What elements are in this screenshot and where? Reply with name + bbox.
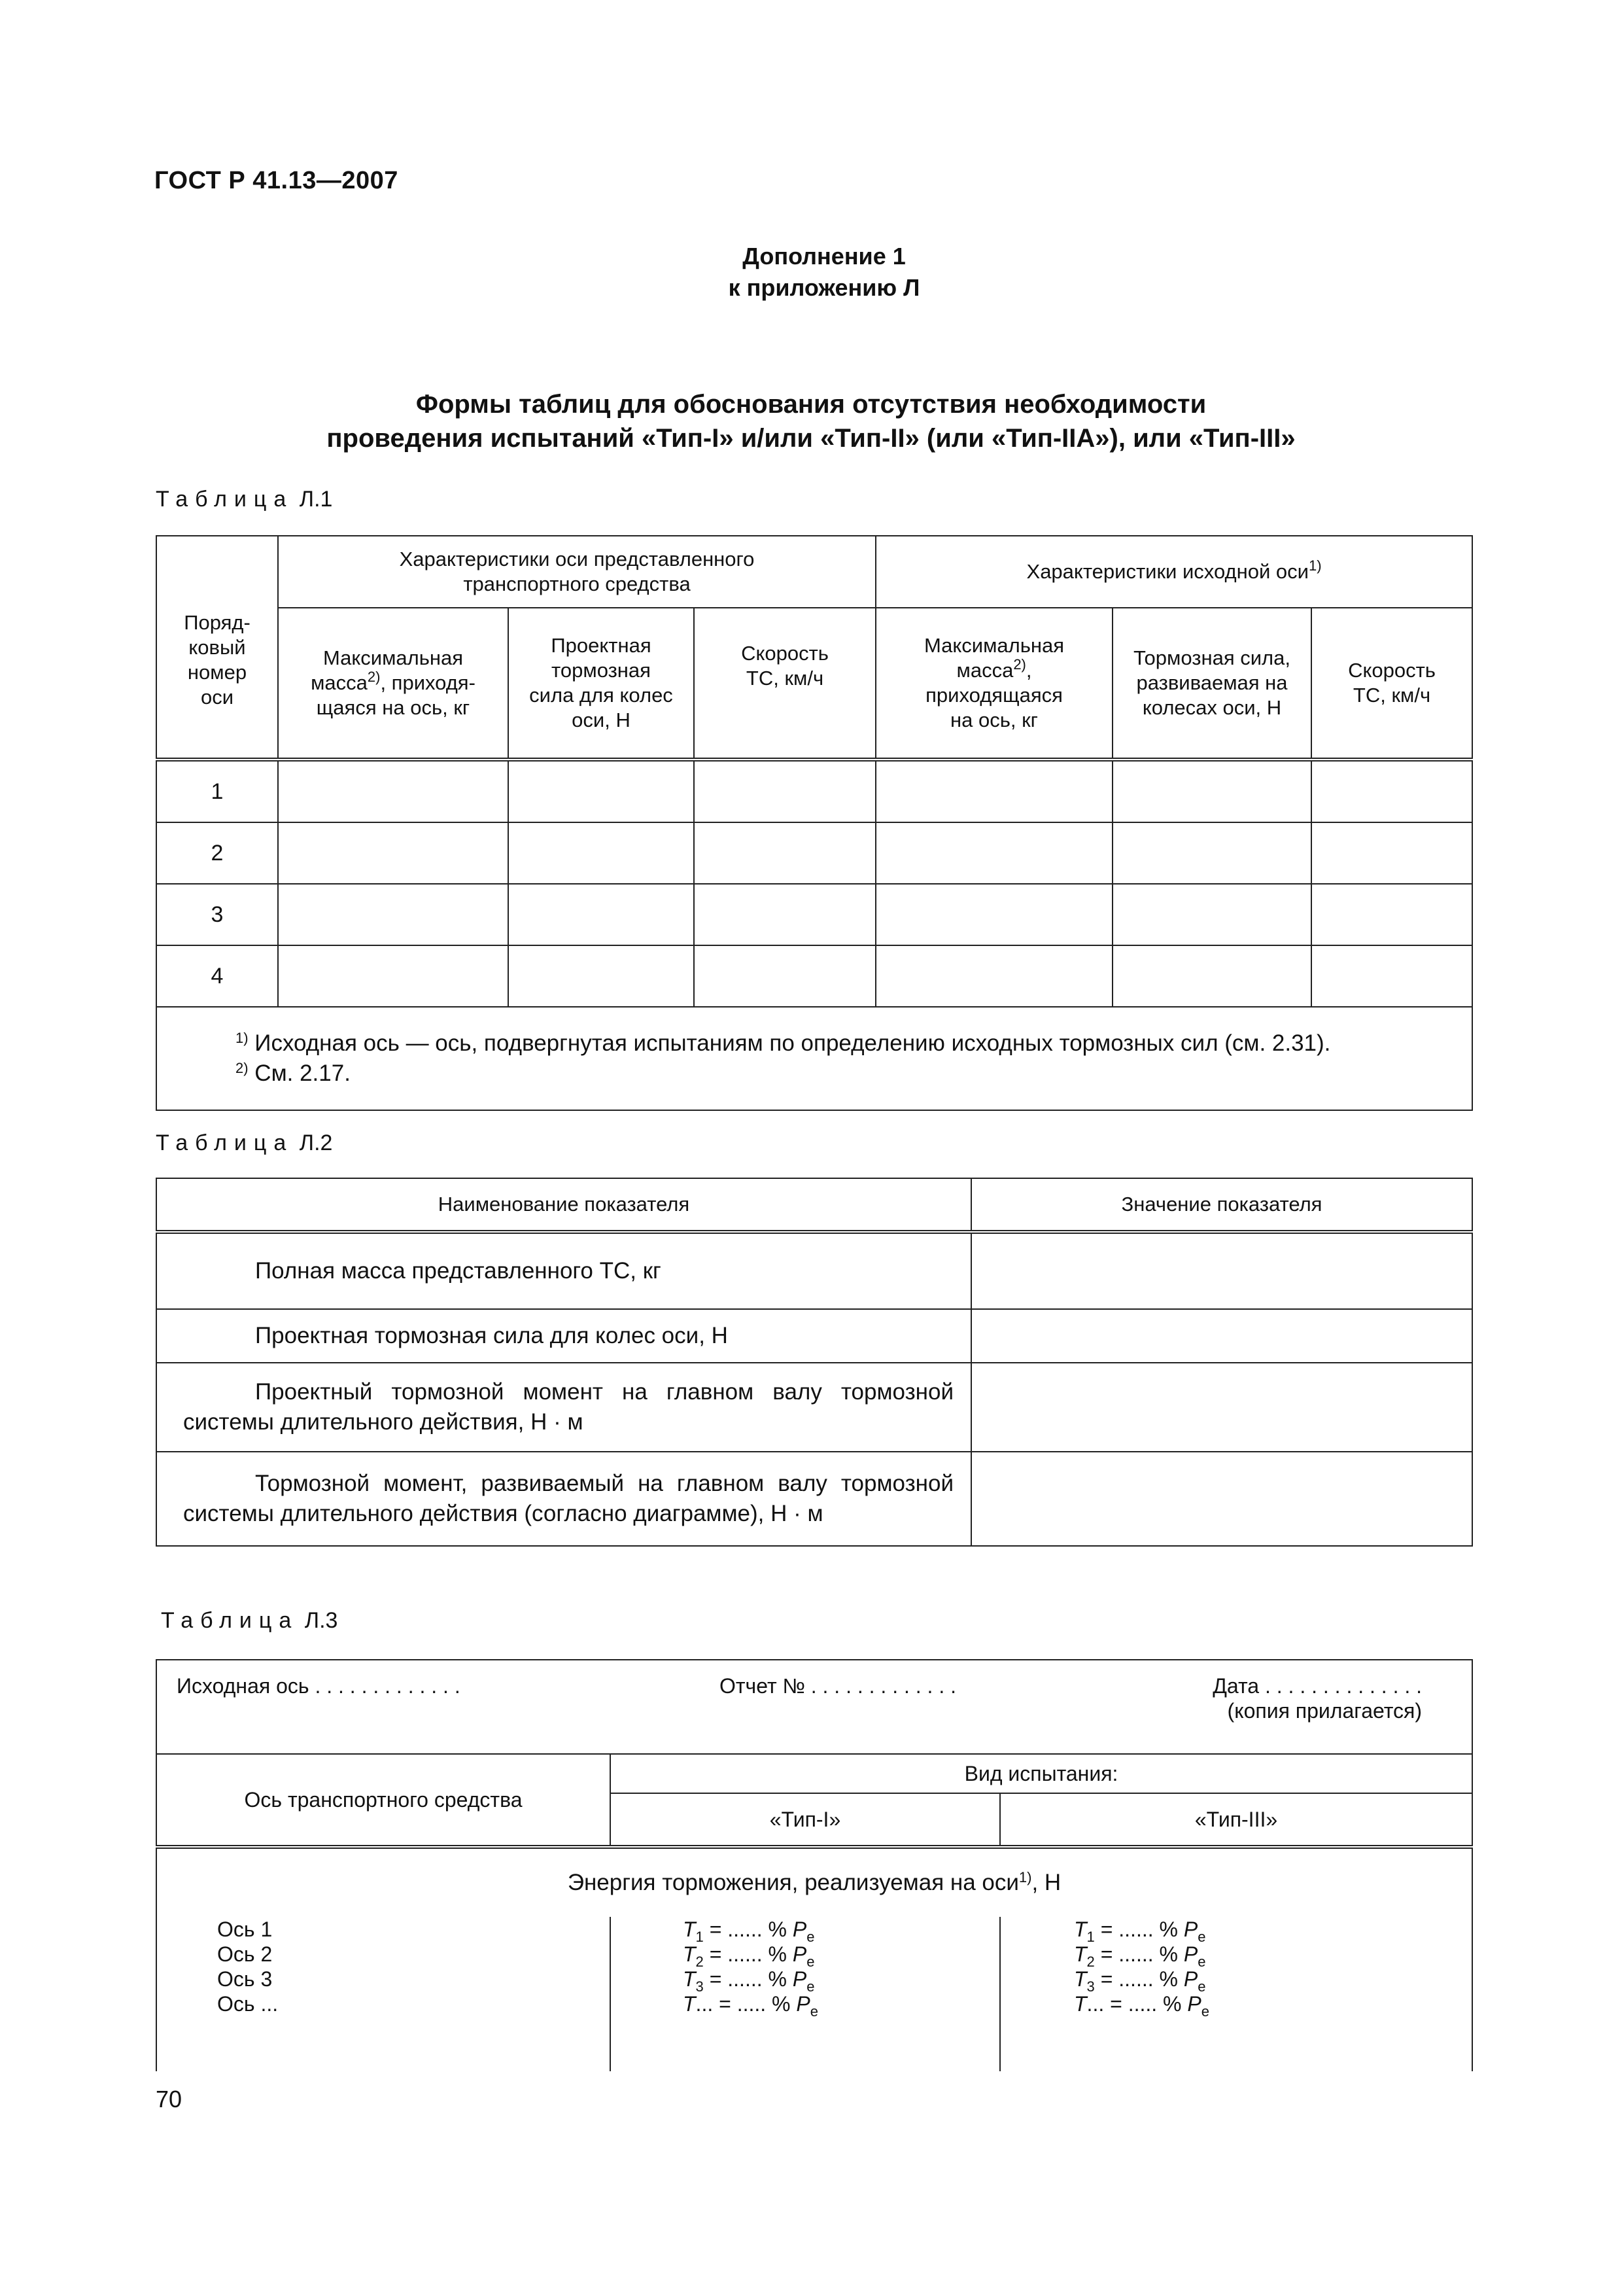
col-label: Максимальная масса <box>311 646 464 694</box>
group-source-axle <box>876 536 1472 608</box>
page-number: 70 <box>156 2086 182 2112</box>
col-indicator-value: Значение показателя <box>971 1178 1472 1232</box>
formula-subscript: e <box>1198 1953 1206 1970</box>
table-cell <box>876 884 1113 945</box>
formula-text: = ...... % <box>703 1967 793 1991</box>
formula-symbol: T <box>683 1942 696 1966</box>
energy-formula <box>1074 1967 1472 1995</box>
table-cell <box>1311 822 1472 884</box>
table-cell <box>876 945 1113 1007</box>
table-cell <box>278 760 508 822</box>
section-title-line-1: Формы таблиц для обоснования отсутствия необходимости <box>415 390 1207 419</box>
section-title <box>157 387 1465 455</box>
indicator-value <box>971 1232 1472 1309</box>
table3-caption <box>161 1608 337 1634</box>
formula-subscript: 3 <box>1086 1978 1095 1995</box>
table-cell <box>694 822 876 884</box>
table-cell <box>508 822 694 884</box>
formula-subscript: 2 <box>1086 1953 1095 1970</box>
indicator-text: Тормозной момент, развиваемый на главном валу тормозной системы длительного действия (согласно диаграмме), Н · м <box>183 1471 954 1526</box>
energy-formula <box>1074 1942 1472 1970</box>
footnote-ref: 1) <box>1018 1869 1032 1885</box>
formula-symbol: P <box>792 1967 807 1991</box>
formula-symbol: P <box>792 1918 807 1941</box>
col-axle-order: Поряд- ковый номер оси <box>156 536 278 760</box>
formula-subscript: e <box>1198 1929 1206 1945</box>
table3-caption-number: Л.3 <box>304 1608 338 1633</box>
footnote-marker: 2) <box>235 1060 249 1076</box>
footnote-ref: 2) <box>1013 656 1026 673</box>
table-row <box>156 760 1472 822</box>
energy-formula <box>1074 1917 1472 1945</box>
table-cell <box>278 884 508 945</box>
table1-caption-number: Л.1 <box>299 487 333 512</box>
formula-subscript: 3 <box>695 1978 704 1995</box>
table-cell <box>1113 884 1311 945</box>
footnote-ref: 2) <box>367 669 381 685</box>
type3-energy-values <box>1000 1917 1472 2071</box>
formula-text: = ..... % <box>713 1992 797 2016</box>
table-cell <box>876 822 1113 884</box>
table-row <box>156 1363 1472 1452</box>
indicator-text: Полная масса представленного ТС, кг <box>255 1258 661 1284</box>
row-number: 4 <box>156 945 278 1007</box>
formula-symbol: T <box>1074 1967 1087 1991</box>
table-row <box>156 884 1472 945</box>
formula-text: = ...... % <box>1094 1918 1184 1941</box>
axle-label: Ось 3 <box>217 1967 273 1991</box>
table-cell <box>1113 760 1311 822</box>
col-vehicle-axle: Ось транспортного средства <box>156 1754 610 1847</box>
formula-text: = ...... % <box>703 1942 793 1966</box>
formula-subscript: e <box>806 1953 815 1970</box>
table-l2 <box>156 1178 1473 1547</box>
supplement-line-2: к приложению Л <box>728 274 920 301</box>
col-source-mass <box>876 608 1113 760</box>
table1-caption-word: Таблица <box>156 487 294 512</box>
energy-formula <box>683 1991 999 2020</box>
axle-label: Ось ... <box>217 1992 279 2016</box>
document-code: ГОСТ Р 41.13—2007 <box>154 167 398 194</box>
col-indicator-name: Наименование показателя <box>156 1178 971 1232</box>
formula-symbol: P <box>796 1992 810 2016</box>
date-field: Дата . . . . . . . . . . . . . . <box>1213 1674 1423 1698</box>
table1-caption <box>156 487 332 512</box>
table-cell <box>1311 760 1472 822</box>
table-l3 <box>156 1659 1473 2071</box>
col-label: , приходя- щаяся на ось, кг <box>316 671 475 719</box>
indicator-value <box>971 1309 1472 1363</box>
table-cell <box>278 822 508 884</box>
table2-caption <box>156 1130 332 1156</box>
table-cell <box>694 884 876 945</box>
formula-subscript: ... <box>1086 1992 1105 2016</box>
formula-subscript: 2 <box>695 1953 704 1970</box>
table-cell <box>508 760 694 822</box>
test-type-header: Вид испытания: <box>610 1754 1472 1793</box>
copy-note: (копия прилагается) <box>1227 1699 1423 1723</box>
table-row <box>156 945 1472 1007</box>
indicator-text: Проектная тормозная сила для колес оси, Н <box>255 1323 728 1348</box>
formula-subscript: ... <box>695 1992 714 2016</box>
footnote-marker: 1) <box>235 1030 249 1046</box>
formula-symbol: T <box>1074 1992 1087 2016</box>
type1-energy-values <box>610 1917 1000 2071</box>
formula-text: = ...... % <box>1094 1942 1184 1966</box>
footnote-1 <box>235 1028 1472 1059</box>
table-cell <box>694 945 876 1007</box>
table-cell <box>694 760 876 822</box>
col-source-brake-force: Тормозная сила, развиваемая на колесах оси, Н <box>1113 608 1311 760</box>
table-cell <box>508 884 694 945</box>
formula-symbol: T <box>683 1918 696 1941</box>
energy-formula <box>683 1917 999 1945</box>
formula-symbol: P <box>1183 1918 1198 1941</box>
formula-symbol: P <box>1183 1942 1198 1966</box>
report-number-field: Отчет № . . . . . . . . . . . . . <box>719 1674 956 1698</box>
footnote-ref: 1) <box>1308 557 1322 574</box>
col-presented-brake-force: Проектная тормозная сила для колес оси, Н <box>508 608 694 760</box>
indicator-label <box>156 1232 971 1309</box>
formula-text: = ...... % <box>703 1918 793 1941</box>
table-cell <box>508 945 694 1007</box>
indicator-text: Проектный тормозной момент на главном валу тормозной системы длительного действия, Н · м <box>183 1379 954 1435</box>
formula-text: = ...... % <box>1094 1967 1184 1991</box>
table2-caption-word: Таблица <box>156 1130 294 1155</box>
formula-symbol: T <box>1074 1918 1087 1941</box>
group-source-label: Характеристики исходной оси <box>1026 560 1309 583</box>
supplement-heading <box>654 241 994 304</box>
table-cell <box>1311 884 1472 945</box>
formula-text: = ..... % <box>1104 1992 1188 2016</box>
col-presented-mass <box>278 608 508 760</box>
formula-symbol: P <box>792 1942 807 1966</box>
formula-symbol: T <box>1074 1942 1087 1966</box>
formula-subscript: 1 <box>695 1929 704 1945</box>
formula-subscript: e <box>806 1929 815 1945</box>
indicator-label <box>156 1363 971 1452</box>
row-number: 3 <box>156 884 278 945</box>
heading-text: Энергия торможения, реализуемая на оси <box>567 1870 1019 1895</box>
formula-subscript: e <box>1201 2003 1209 2020</box>
table3-caption-word: Таблица <box>161 1608 299 1633</box>
col-type-3: «Тип-III» <box>1000 1793 1472 1847</box>
col-type-1: «Тип-I» <box>610 1793 1000 1847</box>
table-row <box>156 1452 1472 1546</box>
col-presented-speed: Скорость ТС, км/ч <box>694 608 876 760</box>
axle-label: Ось 1 <box>217 1918 273 1941</box>
table-cell <box>876 760 1113 822</box>
formula-subscript: e <box>1198 1978 1206 1995</box>
formula-symbol: P <box>1183 1967 1198 1991</box>
energy-formula <box>683 1942 999 1970</box>
energy-formula <box>1074 1991 1472 2020</box>
table-cell <box>1113 945 1311 1007</box>
formula-subscript: e <box>810 2003 818 2020</box>
col-label: Максимальная масса <box>924 634 1065 682</box>
footnote-text: См. 2.17. <box>248 1060 351 1086</box>
formula-symbol: T <box>683 1967 696 1991</box>
report-info-row <box>156 1660 1472 1754</box>
footnote-2 <box>235 1059 1472 1089</box>
axle-list <box>156 1917 610 2071</box>
axle-label: Ось 2 <box>217 1942 273 1966</box>
formula-subscript: 1 <box>1086 1929 1095 1945</box>
table2-caption-number: Л.2 <box>299 1130 333 1155</box>
section-title-line-2: проведения испытаний «Тип-I» и/или «Тип-II» (или «Тип-IIA»), или «Тип-III» <box>326 424 1296 453</box>
table-cell <box>278 945 508 1007</box>
supplement-line-1: Дополнение 1 <box>742 243 906 270</box>
table-row <box>156 1232 1472 1309</box>
group-presented-vehicle: Характеристики оси представленного транспортного средства <box>278 536 876 608</box>
indicator-value <box>971 1452 1472 1546</box>
table-row <box>156 1309 1472 1363</box>
col-label: , приходящаяся на ось, кг <box>925 659 1063 731</box>
table-row <box>156 822 1472 884</box>
formula-subscript: e <box>806 1978 815 1995</box>
heading-text: , Н <box>1031 1870 1062 1895</box>
col-source-speed: Скорость ТС, км/ч <box>1311 608 1472 760</box>
table-cell <box>1113 822 1311 884</box>
braking-energy-heading <box>156 1847 1472 1917</box>
table-l1 <box>156 535 1473 1111</box>
indicator-label <box>156 1452 971 1546</box>
energy-formula <box>683 1967 999 1995</box>
table1-footnotes <box>156 1007 1472 1110</box>
table-cell <box>1311 945 1472 1007</box>
indicator-label <box>156 1309 971 1363</box>
footnote-text: Исходная ось — ось, подвергнутая испытаниям по определению исходных тормозных сил (см. 2.31). <box>248 1030 1331 1056</box>
formula-symbol: T <box>683 1992 696 2016</box>
row-number: 1 <box>156 760 278 822</box>
formula-symbol: P <box>1187 1992 1201 2016</box>
indicator-value <box>971 1363 1472 1452</box>
row-number: 2 <box>156 822 278 884</box>
source-axle-field: Исходная ось . . . . . . . . . . . . . <box>177 1674 460 1698</box>
